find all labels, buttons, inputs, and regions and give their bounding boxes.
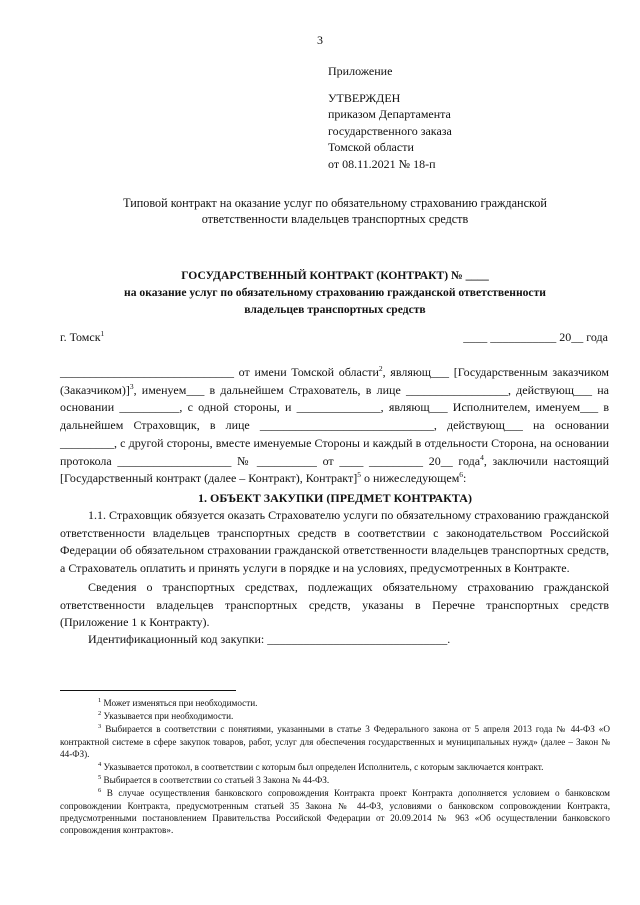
footnote-2-text: Указывается при необходимости. [101,711,234,722]
approval-region-line: Томской области [328,140,414,155]
section-1-title: 1. ОБЪЕКТ ЗАКУПКИ (ПРЕДМЕТ КОНТРАКТА) [198,491,472,505]
footnote-ref-5: 5 [357,470,361,480]
footnote-separator [60,690,236,691]
section-1-clause-1: 1.1. Страховщик обязуется оказать Страхователю услуги по обязательному страхованию гражданской ответственности владельцев транспортных средств в соответствии с законодательством Российской Федерации об обязательном страховании гражданской ответственности владельцев транспортных средств, а Страхователь оплатить и принять услуги в порядке и на условиях, предусмотренных в Контракте. [60,508,609,576]
contract-subject-line-1: на оказание услуг по обязательному страхованию гражданской ответственности [124,285,546,299]
approval-block [328,63,452,173]
footnote-ref-2: 2 [378,364,383,373]
footnote-5-text: Выбирается в соответствии со статьей 3 Закона № 44-ФЗ. [101,775,330,786]
footnote-3-num: 3 [98,723,102,731]
footnote-5 [60,774,610,786]
intro-seg-6: : [463,471,467,486]
footnote-4-num: 4 [98,760,102,768]
section-1-vehicles-info: Сведения о транспортных средствах, подлежащих обязательному страхованию гражданской ответственности владельцев транспортных средств, указаны в Перечне транспортных средств (Приложение 1 к Контракту). [60,580,609,630]
intro-paragraph [60,364,609,488]
footnote-6-text: В случае осуществления банковского сопровождения Контракта проект Контракта дополняется условием о банковском сопровождении Контракта, предусмотренным статьей 35 Закона № 44-ФЗ, условиями о банковском сопровождении Контракта, предусмотренными постановлением Правительства Российской Федерации от 20.09.2014 № 963 «Об осуществлении банковского сопровождения контрактов». [60,788,610,836]
footnote-ref-3: 3 [129,381,134,391]
approval-order-line: приказом Департамента [328,107,451,122]
subtitle-line-1: Типовой контракт на оказание услуг по обязательному страхованию гражданской [123,196,547,210]
approval-date-line: от 08.11.2021 № 18-п [328,156,436,171]
intro-seg-2: , являющ___ [Государственным заказчиком (Заказчиком)] [60,365,609,397]
contract-subject-line-2: владельцев транспортных средств [244,302,426,316]
footnote-2-num: 2 [98,710,102,718]
footnote-4-text: Указывается протокол, в соответствии с которым был определен Исполнитель, с которым заключается контракт. [101,762,544,773]
document-subtitle [60,195,610,228]
footnote-1-num: 1 [98,696,102,704]
intro-seg-5: о нижеследующем [360,471,460,486]
footnote-ref-4: 4 [480,452,484,462]
footnote-5-num: 5 [98,774,102,782]
intro-seg-4: , заключили настоящий [Государственный контракт (далее – Контракт), Контракт] [60,453,609,486]
city-name: г. Томск [60,330,101,344]
intro-seg-1: _____________________________ от имени Томской области [60,365,379,379]
intro-seg-3: , именуем___ в дальнейшем Страхователь, в лице _________________, действующ___ на основании __________, с одной стороны, и ______________, являющ___ Исполнителем, именуем___ в дальнейшем Страховщик, в лице _____________________________, действующ___ на основании _________, с другой стороны, вместе именуемые Стороны и каждый в отдельности Сторона, на основании протокола ___________________ № __________ от ____ _________ 20__ года [60,382,609,468]
footnote-ref-6: 6 [459,470,464,480]
footnote-2 [60,710,610,722]
footnote-1 [60,697,610,709]
contract-date: ____ ___________ 20__ года [463,330,608,344]
contract-title: ГОСУДАРСТВЕННЫЙ КОНТРАКТ (КОНТРАКТ) № ____ [181,269,489,282]
footnotes [60,697,610,837]
contract-header [60,268,610,318]
approval-department-line: государственного заказа [328,123,452,138]
approval-appendix-label: Приложение [328,64,393,78]
page-number: 3 [317,33,323,47]
city-date-line [60,330,608,345]
footnote-1-text: Может изменяться при необходимости. [101,698,258,708]
footnote-6 [60,787,610,836]
subtitle-line-2: ответственности владельцев транспортных средств [201,212,469,227]
approval-approved-label: УТВЕРЖДЕН [328,90,401,105]
footnote-3 [60,723,610,760]
footnote-3-text: Выбирается в соответствии с понятиями, указанными в статье 3 Федерального закона от 5 апреля 2013 года № 44-ФЗ «О контрактной системе в сфере закупок товаров, работ, услуг для обеспечения государственных и муниципальных нужд» (далее – Закон № 44-ФЗ). [60,724,610,759]
procurement-id-code: Идентификационный код закупки: ______________________________. [88,632,451,646]
footnote-ref-1: 1 [100,329,105,338]
footnote-4 [60,761,610,773]
footnote-6-num: 6 [98,787,102,795]
